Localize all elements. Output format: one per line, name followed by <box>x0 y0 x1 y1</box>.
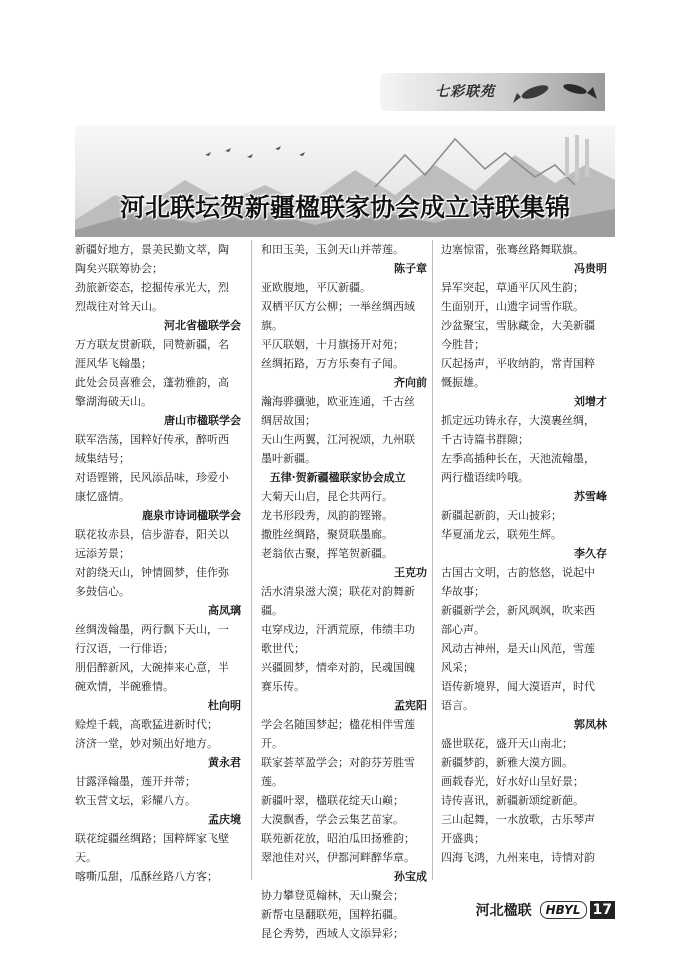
couplet-line: 学会名随国梦起；楹花相伴雪莲开。 <box>261 718 415 750</box>
author-name: 孟宪阳 <box>394 699 427 712</box>
couplet-line: 墨叶新疆。 <box>261 452 316 465</box>
author-name: 陈子章 <box>394 262 427 275</box>
couplet-line: 新帮屯垦翻联苑，国粹拓疆。 <box>261 908 404 921</box>
couplet-line: 擎湖海破天山。 <box>75 395 152 408</box>
author-name: 高凤璃 <box>208 604 241 617</box>
koi-fish-icon <box>505 75 601 109</box>
couplet-line: 朋侣醉新风，大碗捧来心意，半 <box>75 661 229 674</box>
couplet-line: 华故事； <box>441 585 485 598</box>
couplet-line: 联花妆赤县，信步游春，阳关以 <box>75 528 229 541</box>
author-name: 孟庆境 <box>208 813 241 826</box>
couplet-line: 丝绸泼翰墨，两行飘下天山，一 <box>75 623 229 636</box>
couplet-line: 诗传喜讯，新疆新颂绽新葩。 <box>441 794 584 807</box>
couplet-line: 三山起舞，一水放歌，古乐琴声 <box>441 813 595 826</box>
couplet-line: 活水清泉滋大漠；联花对韵舞新疆。 <box>261 585 415 617</box>
couplet-line: 大漠飘香，学会云集艺苗家。 <box>261 813 404 826</box>
couplet-line: 开盛典； <box>441 832 485 845</box>
couplet-line: 抓定远功铸永存，大漠裹丝绸， <box>441 414 595 427</box>
author-name: 李久存 <box>574 547 607 560</box>
couplet-line: 大菊天山启，昆仑共两行。 <box>261 490 393 503</box>
couplet-line: 碗欢情，半碗雅情。 <box>75 680 174 693</box>
couplet-line: 康忆盛情。 <box>75 490 130 503</box>
page-number: 17 <box>590 901 615 919</box>
couplet-line: 异军突起，草通平仄风生韵； <box>441 281 584 294</box>
couplet-line: 慨振雄。 <box>441 376 485 389</box>
couplet-line: 风动古神州，是天山风范，雪莲 <box>441 642 595 655</box>
couplet-line: 烈哉往对耸天山。 <box>75 300 163 313</box>
couplet-line: 龙书形段秀，凤韵韵铿锵。 <box>261 509 393 522</box>
couplet-line: 平仄联姻，十月旗扬开对苑； <box>261 338 404 351</box>
couplet-line: 赊煌千载，高歌猛进新时代； <box>75 718 218 731</box>
couplet-line: 天山生两翼，江河祝颂，九州联 <box>261 433 415 446</box>
couplet-line: 撒胜丝绸路，聚贤联墨廊。 <box>261 528 393 541</box>
author-name: 孙宝成 <box>394 870 427 883</box>
couplet-line: 对韵绕天山，钟情圆梦，佳作弥 <box>75 566 229 579</box>
couplet-line: 生面别开，山遗字词雪作联。 <box>441 300 584 313</box>
author-name: 杜向明 <box>208 699 241 712</box>
section-label: 七彩联苑 <box>435 84 495 100</box>
couplet-line: 此处会员喜雅会，蓬勃雅韵，高 <box>75 376 229 389</box>
title-header-image <box>75 125 615 237</box>
couplet-line: 多鼓信心。 <box>75 585 130 598</box>
couplet-line: 对语铿锵，民风添品味，珍爱小 <box>75 471 229 484</box>
couplet-line: 新疆梦韵，新雅大漠方圆。 <box>441 756 573 769</box>
couplet-line: 劲旅新姿态，挖掘传承光大，烈 <box>75 281 229 294</box>
couplet-line: 兴疆圆梦，情牵对韵，民魂国魄 <box>261 661 415 674</box>
couplet-line: 四海飞鸿，九州来电，诗情对韵 <box>441 851 595 864</box>
author-name: 河北省楹联学会 <box>164 319 241 332</box>
author-name: 黄永君 <box>208 756 241 769</box>
couplet-line: 左季高插种长在，天池流翰墨， <box>441 452 595 465</box>
couplet-line: 画载春光，好水好山呈好景； <box>441 775 584 788</box>
couplet-line: 喀嘶瓜甜，瓜酥丝路八方客； <box>75 870 218 883</box>
author-name: 郭凤林 <box>574 718 607 731</box>
couplet-line: 古国古文明，古韵悠悠，说起中 <box>441 566 595 579</box>
couplet-line: 千古诗篇书群隙； <box>441 433 529 446</box>
couplet-line: 部心声。 <box>441 623 485 636</box>
couplet-line: 双栖平仄方公柳；一举丝绸西域旗。 <box>261 300 415 332</box>
couplet-line: 仄起扬声，平收纳韵，常青国粹 <box>441 357 595 370</box>
couplet-line: 歌世代； <box>261 642 305 655</box>
couplet-line: 涯风华飞翰墨； <box>75 357 152 370</box>
author-name: 苏雪峰 <box>574 490 607 503</box>
column-left <box>75 240 241 886</box>
magazine-name: 河北楹联 <box>475 903 532 919</box>
author-name: 鹿泉市诗词楹联学会 <box>142 509 241 522</box>
couplet-line: 今胜昔； <box>441 338 485 351</box>
author-name: 刘增才 <box>574 395 607 408</box>
couplet-line: 语言。 <box>441 699 474 712</box>
author-name: 王克功 <box>394 566 427 579</box>
couplet-line: 瀚海骅骥驰，欧亚连通，千古丝 <box>261 395 415 408</box>
couplet-line: 联军浩荡，国粹好传承，醉听西 <box>75 433 229 446</box>
couplet-line: 屯穿戍边，汗洒荒原，伟绩丰功 <box>261 623 415 636</box>
section-banner <box>380 73 605 111</box>
poem-subheading: 五律·贺新疆楹联家协会成立 <box>269 471 406 484</box>
column-divider <box>251 240 252 880</box>
couplet-line: 新疆叶翠，楹联花绽天山巅； <box>261 794 404 807</box>
couplet-line: 新疆好地方，景美民勤文萃，陶 <box>75 243 229 256</box>
couplet-line: 甘露泽翰墨，莲开并蒂； <box>75 775 196 788</box>
couplet-line: 联苑新花放，昭泊瓜田扬雅韵； <box>261 832 415 845</box>
couplet-line: 行汉语，一行俳语； <box>75 642 174 655</box>
author-name: 冯贵明 <box>574 262 607 275</box>
magazine-code: HBYL <box>540 901 587 919</box>
couplet-line: 济济一堂，妙对频出好地方。 <box>75 737 218 750</box>
couplet-line: 语传新境界，闻大漠语声，时代 <box>441 680 595 693</box>
couplet-line: 绸居故国； <box>261 414 316 427</box>
couplet-line: 联花绽疆丝绸路；国粹辉家飞壁天。 <box>75 832 229 864</box>
couplet-line: 陶矣兴联筹协会； <box>75 262 163 275</box>
couplet-line: 亚欧腹地，平仄新疆。 <box>261 281 371 294</box>
couplet-line: 软玉营文坛，彩耀八方。 <box>75 794 196 807</box>
couplet-line: 昆仑秀势，西域人文添异彩； <box>261 927 404 940</box>
couplet-line: 盛世联花，盛开天山南北； <box>441 737 573 750</box>
couplet-line: 老翁依古聚，挥笔贺新疆。 <box>261 547 393 560</box>
page-footer <box>440 899 615 921</box>
couplet-line: 万方联友贯新联，同赞新疆，名 <box>75 338 229 351</box>
couplet-line: 华夏涌龙云，联苑生辉。 <box>441 528 562 541</box>
couplet-line: 远添芳景； <box>75 547 130 560</box>
couplet-line: 新疆新学会，新风飒飒，吹来西 <box>441 604 595 617</box>
column-divider <box>432 240 433 880</box>
couplet-line: 翠池佳对兴，伊都河畔醉华章。 <box>261 851 415 864</box>
couplet-line: 风采； <box>441 661 474 674</box>
couplet-line: 和田玉美，玉剑天山并蒂莲。 <box>261 243 404 256</box>
article-title: 河北联坛贺新疆楹联家协会成立诗联集锦 <box>119 193 570 222</box>
author-name: 唐山市楹联学会 <box>164 414 241 427</box>
couplet-line: 边塞惊雷，张骞丝路舞联旗。 <box>441 243 584 256</box>
couplet-line: 联家荟萃盈学会；对韵芬芳胜雪莲。 <box>261 756 415 788</box>
couplet-line: 沙盆聚宝，雪脉藏金，大美新疆 <box>441 319 595 332</box>
couplet-line: 赛乐传。 <box>261 680 305 693</box>
couplet-line: 丝绸拓路，万方乐奏有子闻。 <box>261 357 404 370</box>
couplet-line: 域集结号； <box>75 452 130 465</box>
column-middle <box>261 240 427 943</box>
author-name: 齐向前 <box>394 376 427 389</box>
couplet-line: 两行楹语续吟哦。 <box>441 471 529 484</box>
couplet-line: 新疆起新韵，天山披彩； <box>441 509 562 522</box>
column-right <box>441 240 607 867</box>
couplet-line: 协力攀登觅翰林，天山聚会； <box>261 889 404 902</box>
